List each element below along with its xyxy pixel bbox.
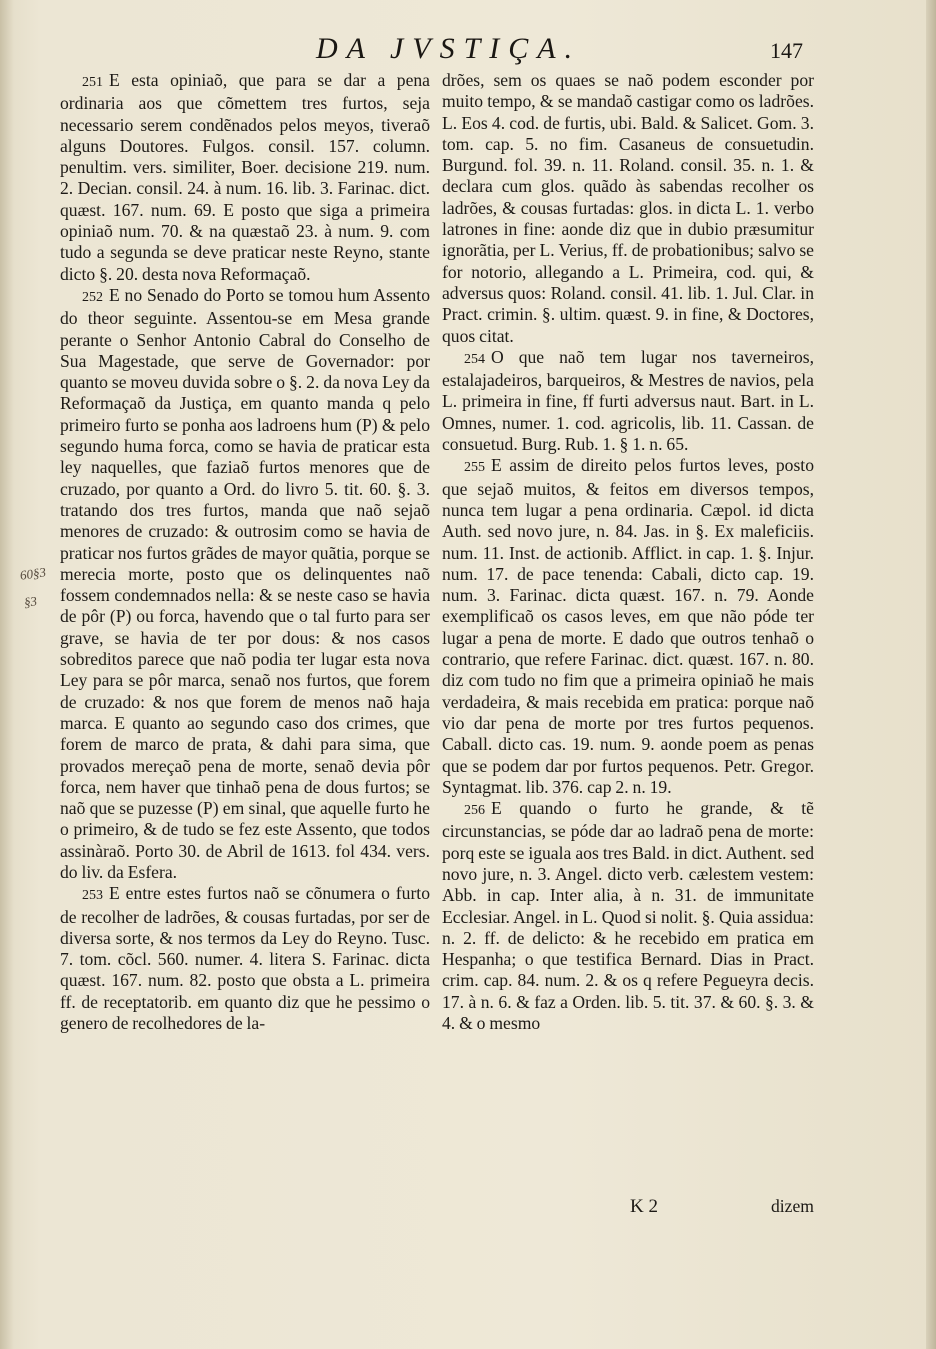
left-column bbox=[60, 70, 430, 1034]
paragraph-text: E esta opiniaõ, que para se dar a pena ordinaria aos que cõmettem tres furtos, seja necessario serem condẽnados pelos meyos, tiveraõ alguns Doutores. Fulgos. consil. 157. column. penultim. vers. similiter, Boer. decisione 219. num. 2. Decian. consil. 24. à num. 16. lib. 3. Farinac. dict. quæst. 167. num. 69. E posto que siga a primeira opiniaõ num. 70. & na quæstaõ 23. à num. 9. com tudo a segunda se deve praticar neste Reyno, stante dicto §. 20. desta nova Reformaçaõ. bbox=[60, 70, 430, 284]
paragraph-253 bbox=[60, 883, 430, 1034]
running-title: DA JVSTIÇA. bbox=[316, 32, 582, 65]
paragraph-number: 252 bbox=[82, 289, 103, 305]
paragraph-text: E entre estes furtos naõ se cõnumera o furto de recolher de ladrões, & cousas furtadas, por ser de diversa sorte, & nos termos da Ley do Reyno. Tusc. 7. tom. cõcl. 560. numer. 4. litera S. Farinac. dicta quæst. 167. num. 82. posto que obsta a L. primeira ff. de receptatorib. em quanto diz que he pessimo o genero de recolhedores de la- bbox=[60, 883, 430, 1034]
paragraph-text: E quando o furto he grande, & tẽ circunstancias, se póde dar ao ladraõ pena de morte: porq este se iguala aos tres Bald. in dict. Authent. sed novo jure, n. 3. Angel. dicto verb. cælestem vestem: Abb. in cap. Inter alia, à n. 31. de immunitate Ecclesiar. Angel. in L. Quod si nolit. §. Quia assidua: n. 2. ff. de delicto: & he recebido em pratica em Hespanha; o que testifica Bernard. Dias in Pract. crim. cap. 84. num. 2. & os q refere Pegueyra decis. 17. à n. 6. & faz a Orden. lib. 5. tit. 37. & 60. §. 3. & 4. & o mesmo bbox=[442, 798, 814, 1034]
paragraph-text: E assim de direito pelos furtos leves, posto que sejaõ muitos, & feitos em diversos tempos, nunca tem lugar a pena ordinaria. Cæpol. id dicta Auth. sed novo jure, n. 84. Jas. in §. Ex maleficiis. num. 11. Inst. de actionib. Afflict. in cap. 1. §. Injur. num. 17. de pace tenenda: Cabali, dicto cap. 19. num. 3. Farinac. dicta quæst. 167. n. 79. Aonde exemplificaõ os casos leves, em que não póde ter lugar a pena de morte. E dado que outros tenhaõ o contrario, que refere Farinac. dict. quæst. 167. n. 80. diz com tudo no fim que a primeira opiniaõ he mais verdadeira, & mais recebida em pratica: porque naõ vio dar pena de morte por tres furtos pequenos. Caball. dicto cas. 19. num. 9. aonde poem as penas que se podem dar por furtos pequenos. Petr. Gregor. Syntagmat. lib. 376. cap 2. n. 19. bbox=[442, 455, 814, 797]
margin-note: 60§3 bbox=[19, 564, 47, 583]
paragraph-252 bbox=[60, 285, 430, 883]
page-edge bbox=[926, 0, 936, 1349]
page-footer bbox=[442, 1196, 814, 1218]
paragraph-255 bbox=[442, 455, 814, 798]
page-number: 147 bbox=[770, 38, 803, 63]
paragraph-continuation bbox=[442, 70, 814, 347]
paragraph-text: O que naõ tem lugar nos taverneiros, estalajadeiros, barqueiros, & Mestres de navios, pela L. primeira in fine, ff furti adversus naut. Bart. in L. Omnes, numer. 1. cod. agricolis, lib. 11. Cassan. de consuetud. Burg. Rub. 1. § 1. n. 65. bbox=[442, 346, 814, 455]
paragraph-text: E no Senado do Porto se tomou hum Assento do theor seguinte. Assentou-se em Mesa grande perante o Senhor Antonio Cabral do Conselho de Sua Magestade, que serve de Governador: por quanto se moveu duvida sobre o §. 2. da nova Ley da Reformaçaõ da Justiça, em quanto manda q pelo primeiro furto se ponha aos ladroens hum (P) & pelo segundo huma forca, como se havia de praticar esta ley naquelles, que faziaõ furtos menores que de cruzado, por quanto a Ord. do livro 5. tit. 60. §. 3. tratando dos tres furtos, manda que naõ sejaõ menores de cruzado: & outrosim como se havia de praticar nos furtos grãdes de mayor quãtia, porque se merecia morte, posto que os delinquentes naõ fossem condemnados nella: & se neste caso se havia de pôr (P) ou forca, havendo que o tal furto para ser grave, se havia de ter por dous: & nos casos sobreditos parece que naõ podia ter lugar esta nova Ley para se pôr marca, senaõ nos furtos, que forem de cruzado: & nos que forem de menos naõ haja marca. E quanto ao segundo caso dos crimes, que forem de marco de prata, & dahi para sima, que provados mereçaõ pena de morte, senaõ devia pôr forca, nem haver que tinhaõ pena de dous furtos; se naõ que se puzesse (P) em sinal, que aquelle furto he o primeiro, & de tudo se fez este Assento, que todos assinàraõ. Porto 30. de Abril de 1613. fol 434. vers. do liv. da Esfera. bbox=[60, 284, 430, 882]
paragraph-number: 254 bbox=[464, 351, 485, 367]
page-header bbox=[0, 32, 936, 66]
paragraph-text: drões, sem os quaes se naõ podem esconder por muito tempo, & se mandaõ castigar como os ladrões. L. Eos 4. cod. de furtis, ubi. Bald. & Salicet. Gom. 3. tom. cap. 5. no fim. Casaneus de consuetudin. Burgund. fol. 39. n. 11. Roland. consil. 35. n. 1. & declara cum glos. quãdo às sabendas recolher os ladrões, & cousas furtadas: glos. in dicta L. 1. verbo latrones in fine: aonde diz que in dubio præsumitur ignorãtia, per L. Verius, ff. de probationibus; salvo se for notorio, allegando a L. Primeira, cod. qui, & adversus quos: Roland. consil. 41. lib. 1. Jul. Clar. in Pract. crimin. §. ultim. quæst. 9. in fine, & Doctores, quos citat. bbox=[442, 70, 814, 346]
signature-mark: K 2 bbox=[630, 1196, 658, 1217]
margin-note: §3 bbox=[22, 593, 38, 610]
paragraph-251 bbox=[60, 70, 430, 285]
catchword: dizem bbox=[771, 1196, 814, 1216]
right-column bbox=[442, 70, 814, 1034]
paragraph-number: 255 bbox=[464, 460, 485, 476]
paragraph-256 bbox=[442, 798, 814, 1034]
paragraph-254 bbox=[442, 347, 814, 455]
paragraph-number: 253 bbox=[82, 888, 103, 904]
paragraph-number: 256 bbox=[464, 803, 485, 819]
paragraph-number: 251 bbox=[82, 75, 103, 90]
